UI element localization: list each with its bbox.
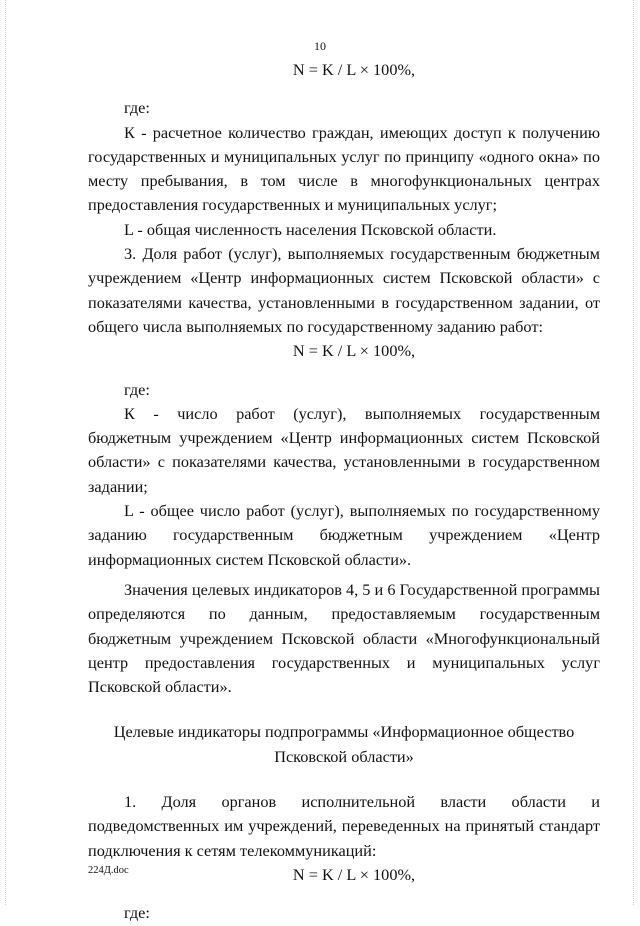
scan-edge-left xyxy=(5,0,7,905)
section-title-line-2: Псковской области» xyxy=(274,746,414,766)
paragraph-indicator-values: Значения целевых индикаторов 4, 5 и 6 Государственной программы определяются по данным, предоставляемым государственным бюджетным учреждением Псковской области «Многофункциональный центр предоставления государственных и муниципальных услуг Псковской области». xyxy=(88,579,600,697)
paragraph-k-definition-2: К - число работ (услуг), выполняемых государственным бюджетным учреждением «Центр информационных систем Псковской области» с показателями качества, установленными в государственном задании; xyxy=(88,403,600,496)
where-label-3: где: xyxy=(124,903,150,923)
page-number: 10 xyxy=(314,39,326,53)
formula-2: N = K / L × 100%, xyxy=(292,341,416,361)
scan-edge-right xyxy=(633,0,635,905)
paragraph-l-definition-1: L - общая численность населения Псковской области. xyxy=(124,219,497,239)
paragraph-item-1: 1. Доля органов исполнительной власти области и подведомственных им учреждений, переведенных на принятый стандарт подключения к сетям телекоммуникаций: xyxy=(88,792,600,860)
where-label-2: где: xyxy=(124,379,150,399)
paragraph-l-definition-2: L - общее число работ (услуг), выполняемых по государственному заданию государственным бюджетным учреждением «Центр информационных систем Псковской области». xyxy=(88,501,600,569)
paragraph-k-definition-1: К - расчетное количество граждан, имеющих доступ к получению государственных и муниципальных услуг по принципу «одного окна» по месту пребывания, в том числе в многофункциональных центрах предоставления государственных и муниципальных услуг; xyxy=(88,122,600,215)
document-body xyxy=(88,58,600,926)
paragraph-item-3: 3. Доля работ (услуг), выполняемых государственным бюджетным учреждением «Центр информационных систем Псковской области» с показателями качества, установленными в государственном задании, от общего числа выполняемых по государственному заданию работ: xyxy=(88,244,600,336)
footer-filename: 224Д.doc xyxy=(88,865,129,876)
formula-1: N = K / L × 100%, xyxy=(292,60,416,79)
formula-3: N = K / L × 100%, xyxy=(292,864,416,884)
section-title-line-1: Целевые индикаторы подпрограммы «Информационное общество xyxy=(113,722,575,742)
where-label-1: где: xyxy=(124,98,150,118)
